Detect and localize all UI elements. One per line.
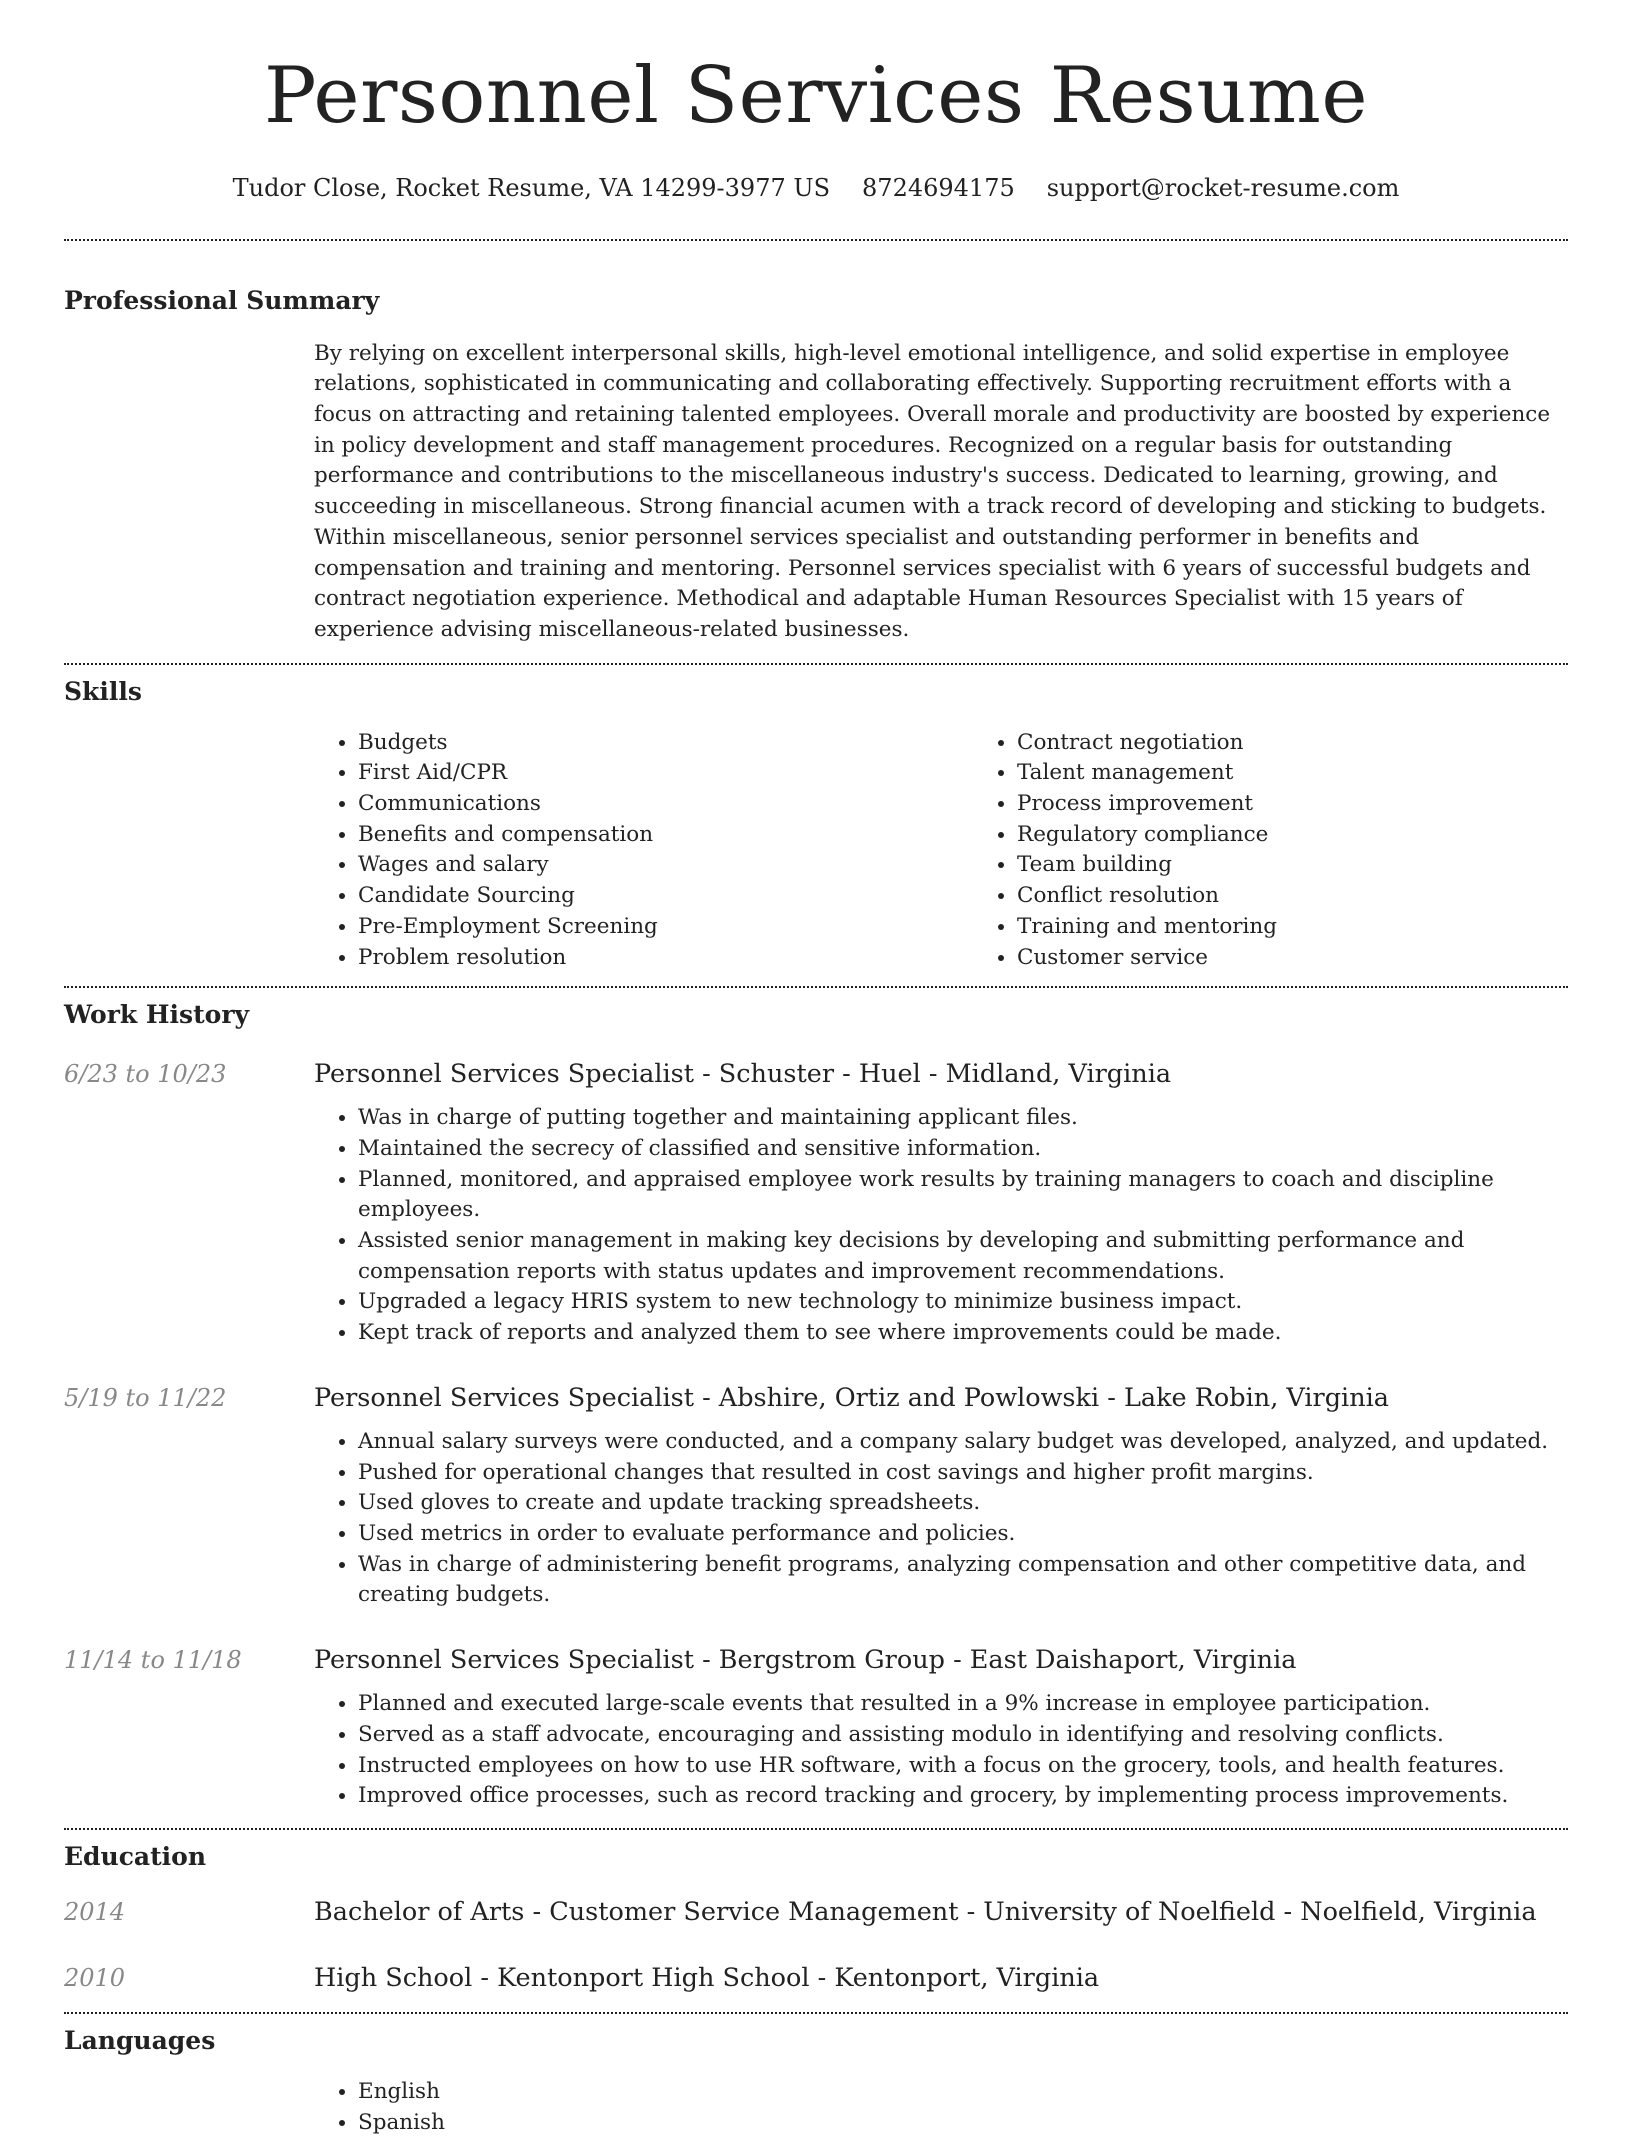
skill-item: • First Aid/CPR xyxy=(358,758,973,789)
education-title: Bachelor of Arts - Customer Service Management - University of Noelfield - Noelfield, Virginia xyxy=(314,1896,1537,1927)
education-entry xyxy=(64,1963,1568,1993)
education-title: High School - Kentonport High School - Kentonport, Virginia xyxy=(314,1962,1100,1993)
skill-item: • Conflict resolution xyxy=(1017,881,1632,912)
job-bullet: • Planned, monitored, and appraised employee work results by training managers to coach and discipline employees. xyxy=(358,1165,1568,1226)
skills-section xyxy=(64,665,1568,974)
job-bullet: • Assisted senior management in making key decisions by developing and submitting performance and compensation reports with status updates and improvement recommendations. xyxy=(358,1226,1568,1287)
job-entry xyxy=(64,1059,1568,1349)
skill-item: • Pre-Employment Screening xyxy=(358,912,973,943)
skill-item: • Wages and salary xyxy=(358,850,973,881)
skill-item: • Benefits and compensation xyxy=(358,820,973,851)
contact-address: Tudor Close, Rocket Resume, VA 14299-3977 US xyxy=(232,173,831,202)
contact-line xyxy=(64,174,1568,202)
job-bullets xyxy=(314,1427,1568,1611)
summary-section xyxy=(64,241,1568,646)
job-entry xyxy=(64,1645,1568,1812)
education-section xyxy=(64,1830,1568,1993)
job-bullet: • Improved office processes, such as record tracking and grocery, by implementing process improvements. xyxy=(358,1781,1568,1812)
language-item: • Spanish xyxy=(358,2108,1568,2138)
job-bullet: • Maintained the secrecy of classified and sensitive information. xyxy=(358,1134,1568,1165)
job-bullet: • Was in charge of administering benefit programs, analyzing compensation and other competitive data, and creating budgets. xyxy=(358,1550,1568,1611)
job-title: Personnel Services Specialist - Bergstrom Group - East Daishaport, Virginia xyxy=(314,1645,1297,1676)
job-bullet: • Annual salary surveys were conducted, and a company salary budget was developed, analyzed, and updated. xyxy=(358,1427,1568,1458)
skill-item: • Talent management xyxy=(1017,758,1632,789)
contact-email: support@rocket-resume.com xyxy=(1046,173,1400,202)
job-bullet: • Planned and executed large-scale events that resulted in a 9% increase in employee participation. xyxy=(358,1689,1568,1720)
languages-section xyxy=(64,2014,1568,2138)
languages-list xyxy=(314,2077,1568,2138)
education-entry xyxy=(64,1897,1568,1927)
job-bullet: • Used gloves to create and update tracking spreadsheets. xyxy=(358,1488,1568,1519)
job-bullet: • Was in charge of putting together and maintaining applicant files. xyxy=(358,1103,1568,1134)
skills-list-left xyxy=(314,728,973,974)
skill-item: • Contract negotiation xyxy=(1017,728,1632,759)
job-bullet: • Served as a staff advocate, encouraging and assisting modulo in identifying and resolving conflicts. xyxy=(358,1720,1568,1751)
skill-item: • Budgets xyxy=(358,728,973,759)
job-dates: 5/19 to 11/22 xyxy=(64,1383,227,1412)
job-bullet: • Instructed employees on how to use HR software, with a focus on the grocery, tools, and health features. xyxy=(358,1751,1568,1782)
education-year: 2014 xyxy=(64,1897,126,1926)
job-bullet: • Used metrics in order to evaluate performance and policies. xyxy=(358,1519,1568,1550)
job-bullet: • Kept track of reports and analyzed them to see where improvements could be made. xyxy=(358,1318,1568,1349)
job-title: Personnel Services Specialist - Schuster - Huel - Midland, Virginia xyxy=(314,1059,1172,1090)
skill-item: • Process improvement xyxy=(1017,789,1632,820)
skill-item: • Communications xyxy=(358,789,973,820)
languages-heading: Languages xyxy=(64,2025,216,2055)
skill-item: • Candidate Sourcing xyxy=(358,881,973,912)
education-year: 2010 xyxy=(64,1963,126,1992)
education-heading: Education xyxy=(64,1841,207,1871)
skill-item: • Training and mentoring xyxy=(1017,912,1632,943)
work-heading: Work History xyxy=(64,1000,250,1030)
summary-heading: Professional Summary xyxy=(64,285,380,315)
job-dates: 11/14 to 11/18 xyxy=(64,1646,242,1675)
skills-list-right xyxy=(973,728,1632,974)
skill-item: • Customer service xyxy=(1017,943,1632,974)
work-section xyxy=(64,988,1568,1812)
job-entry xyxy=(64,1383,1568,1611)
resume-title: Personnel Services Resume xyxy=(263,51,1369,141)
job-bullet: • Pushed for operational changes that resulted in cost savings and higher profit margins. xyxy=(358,1458,1568,1489)
job-bullets xyxy=(314,1689,1568,1812)
language-item: • English xyxy=(358,2077,1568,2108)
job-title: Personnel Services Specialist - Abshire, Ortiz and Powlowski - Lake Robin, Virginia xyxy=(314,1382,1389,1413)
skill-item: • Regulatory compliance xyxy=(1017,820,1632,851)
contact-phone: 8724694175 xyxy=(862,173,1015,202)
job-bullets xyxy=(314,1103,1568,1349)
skill-item: • Team building xyxy=(1017,850,1632,881)
summary-text: By relying on excellent interpersonal skills, high-level emotional intelligence, and solid expertise in employee relations, sophisticated in communicating and collaborating effectively. Supporting recruitment efforts with a focus on attracting and retaining talented employees. Overall morale and productivity are boosted by experience in policy development and staff management procedures. Recognized on a regular basis for outstanding performance and contributions to the miscellaneous industry's success. Dedicated to learning, growing, and succeeding in miscellaneous. Strong financial acumen with a track record of developing and sticking to budgets. Within miscellaneous, senior personnel services specialist and outstanding performer in benefits and compensation and training and mentoring. Personnel services specialist with 6 years of successful budgets and contract negotiation experience. Methodical and adaptable Human Resources Specialist with 15 years of experience advising miscellaneous-related businesses. xyxy=(314,340,1551,642)
job-dates: 6/23 to 10/23 xyxy=(64,1060,227,1089)
job-bullet: • Upgraded a legacy HRIS system to new technology to minimize business impact. xyxy=(358,1287,1568,1318)
skills-heading: Skills xyxy=(64,676,142,706)
skill-item: • Problem resolution xyxy=(358,943,973,974)
